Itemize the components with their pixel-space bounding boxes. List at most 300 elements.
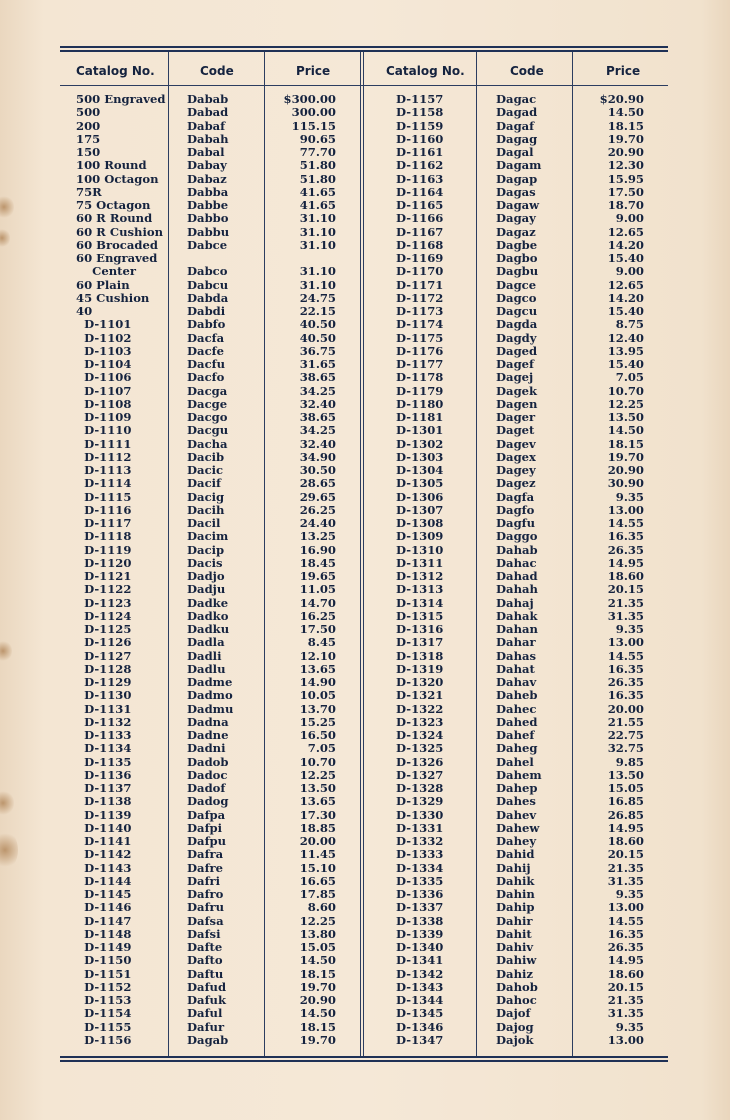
price-cell: 13.50: [607, 410, 644, 424]
catalog-number-cell: D-1342: [396, 966, 444, 981]
catalog-number-cell: 60 R Cushion: [76, 224, 164, 239]
code-cell: Dahiv: [496, 940, 534, 954]
price-cell: 14.90: [299, 675, 336, 689]
catalog-number-cell: D-1137: [76, 781, 132, 795]
catalog-number-cell: D-1309: [396, 529, 444, 544]
code-cell: Dagef: [496, 357, 535, 371]
price-cell: 13.00: [607, 1032, 644, 1047]
paper-stain: [0, 640, 12, 662]
catalog-number-cell: D-1333: [396, 847, 444, 862]
catalog-number-cell: 150: [76, 145, 101, 159]
header-catalog-no: Catalog No.: [76, 64, 155, 78]
catalog-number-cell: D-1108: [76, 396, 132, 411]
price-cell: 10.70: [299, 754, 336, 769]
code-cell: Dacic: [187, 463, 224, 477]
catalog-number-cell: D-1142: [76, 847, 132, 862]
code-cell: Dadmo: [187, 688, 233, 703]
code-cell: Dadlu: [187, 661, 226, 676]
code-cell: Dagfu: [496, 516, 536, 530]
price-cell: 34.25: [299, 383, 336, 398]
catalog-number-cell: D-1339: [396, 926, 444, 941]
price-cell: 12.25: [299, 767, 336, 782]
code-cell: Dafro: [187, 887, 224, 901]
catalog-number-cell: D-1312: [396, 569, 444, 583]
code-cell: Dagap: [496, 171, 538, 186]
left-price-column: [266, 93, 336, 1047]
catalog-number-cell: D-1344: [396, 993, 444, 1007]
catalog-number-cell: D-1178: [396, 370, 444, 385]
price-cell: 15.40: [607, 357, 644, 371]
catalog-number-cell: D-1107: [76, 383, 132, 398]
code-cell: Dadla: [187, 635, 225, 650]
price-cell: 20.15: [607, 847, 644, 862]
catalog-number-cell: D-1163: [396, 171, 444, 186]
catalog-number-cell: D-1112: [76, 449, 132, 464]
code-cell: Dafte: [187, 940, 223, 954]
catalog-number-cell: D-1313: [396, 582, 444, 597]
catalog-number-cell: D-1306: [396, 489, 444, 504]
catalog-number-cell: D-1131: [76, 701, 132, 716]
price-cell: 16.50: [299, 728, 336, 742]
catalog-number-cell: D-1180: [396, 396, 444, 411]
catalog-number-cell: D-1122: [76, 582, 132, 597]
catalog-number-cell: 60 Engraved: [76, 251, 158, 265]
price-cell: 18.85: [299, 820, 336, 835]
catalog-number-cell: D-1315: [396, 608, 444, 623]
catalog-number-cell: D-1161: [396, 145, 444, 159]
catalog-number-cell: D-1117: [76, 516, 132, 530]
catalog-number-cell: D-1159: [396, 118, 444, 133]
catalog-number-cell: D-1325: [396, 741, 444, 756]
price-cell: 16.35: [607, 688, 644, 703]
code-cell: Dagaz: [496, 224, 536, 239]
catalog-number-cell: 500 Engraved: [76, 92, 166, 106]
code-cell: Dahad: [496, 569, 538, 583]
code-cell: Dabad: [187, 105, 229, 120]
code-cell: Dahir: [496, 913, 533, 928]
code-cell: Dabaf: [187, 118, 226, 133]
top-double-rule: [60, 46, 668, 52]
price-cell: 18.60: [607, 569, 644, 583]
catalog-number-cell: D-1126: [76, 635, 132, 650]
price-cell: 12.40: [607, 330, 644, 345]
catalog-number-cell: Center: [76, 264, 137, 279]
catalog-number-cell: D-1134: [76, 741, 132, 756]
catalog-number-cell: 40: [76, 304, 93, 318]
code-cell: Dajok: [496, 1032, 534, 1047]
price-cell: 24.40: [299, 516, 336, 530]
price-cell: 77.70: [299, 145, 336, 159]
catalog-number-cell: D-1170: [396, 264, 444, 279]
price-cell: 13.00: [607, 900, 644, 915]
code-cell: Daged: [496, 343, 538, 358]
code-cell: Dacga: [187, 383, 228, 398]
price-cell: 15.05: [607, 781, 644, 795]
catalog-number-cell: D-1155: [76, 1019, 132, 1034]
code-cell: Daheg: [496, 741, 538, 756]
price-cell: 26.35: [607, 542, 644, 557]
catalog-number-cell: D-1166: [396, 211, 444, 226]
code-cell: Dabaz: [187, 171, 227, 186]
price-cell: 12.30: [607, 158, 644, 173]
code-cell: Dahel: [496, 754, 534, 769]
code-cell: Dadko: [187, 608, 229, 623]
catalog-number-cell: D-1327: [396, 767, 444, 782]
price-cell: 14.95: [607, 953, 644, 968]
price-cell: 9.35: [615, 489, 644, 504]
catalog-number-cell: D-1121: [76, 569, 132, 583]
code-cell: Dagen: [496, 396, 538, 411]
price-cell: 19.70: [299, 1032, 336, 1047]
catalog-number-cell: D-1129: [76, 675, 132, 689]
code-cell: Dagag: [496, 131, 538, 146]
catalog-number-cell: 100 Octagon: [76, 171, 159, 186]
price-cell: 300.00: [291, 105, 336, 120]
code-cell: Dagek: [496, 383, 538, 398]
price-cell: 13.50: [299, 781, 336, 795]
code-cell: Dagfa: [496, 489, 535, 504]
catalog-number-cell: D-1173: [396, 304, 444, 318]
catalog-number-cell: D-1330: [396, 807, 444, 822]
code-cell: Dahav: [496, 675, 537, 689]
code-cell: Daful: [187, 1006, 223, 1021]
price-cell: 8.75: [615, 317, 644, 332]
catalog-number-cell: D-1141: [76, 834, 132, 848]
code-cell: Dagam: [496, 158, 542, 173]
catalog-number-cell: D-1118: [76, 529, 132, 544]
price-cell: 32.40: [299, 436, 336, 451]
price-cell: 41.65: [299, 184, 336, 199]
price-cell: 7.05: [307, 741, 336, 756]
code-cell: Dafru: [187, 900, 225, 915]
header-catalog-no: Catalog No.: [386, 64, 465, 78]
code-cell: Dahas: [496, 648, 537, 663]
code-cell: Dagay: [496, 211, 536, 226]
catalog-number-cell: D-1120: [76, 555, 132, 570]
catalog-number-cell: D-1307: [396, 502, 444, 517]
catalog-number-cell: D-1132: [76, 714, 132, 729]
catalog-number-cell: D-1321: [396, 688, 444, 703]
catalog-number-cell: D-1111: [76, 436, 132, 451]
header-code: Code: [200, 64, 234, 78]
price-cell: 19.70: [299, 979, 336, 994]
price-cell: 9.85: [615, 754, 644, 769]
price-cell: 18.70: [607, 198, 644, 212]
price-cell: 9.35: [615, 1019, 644, 1034]
catalog-number-cell: D-1157: [396, 92, 444, 106]
code-cell: Dagez: [496, 476, 536, 491]
price-cell: 12.25: [607, 396, 644, 411]
price-cell: 20.15: [607, 582, 644, 597]
price-cell: 13.50: [607, 767, 644, 782]
catalog-number-cell: D-1152: [76, 979, 132, 994]
catalog-number-cell: D-1165: [396, 198, 444, 212]
price-cell: 15.40: [607, 304, 644, 318]
code-cell: Dabbe: [187, 198, 229, 212]
code-cell: Dabfo: [187, 317, 226, 332]
price-cell: 12.65: [607, 277, 644, 292]
catalog-number-cell: D-1318: [396, 648, 444, 663]
catalog-number-cell: D-1314: [396, 595, 444, 610]
price-cell: 13.70: [299, 701, 336, 716]
catalog-number-cell: 60 Brocaded: [76, 237, 158, 252]
paper-stain: [0, 790, 14, 816]
catalog-number-cell: D-1308: [396, 516, 444, 530]
code-cell: Dagey: [496, 463, 536, 477]
code-cell: Dahef: [496, 728, 535, 742]
price-cell: 14.50: [299, 953, 336, 968]
code-cell: Dagco: [496, 290, 537, 305]
code-cell: Dadme: [187, 675, 233, 689]
price-cell: 31.10: [299, 237, 336, 252]
catalog-number-cell: D-1130: [76, 688, 132, 703]
price-cell: 11.05: [299, 582, 336, 597]
catalog-number-cell: D-1305: [396, 476, 444, 491]
catalog-number-cell: D-1151: [76, 966, 132, 981]
code-cell: Dajog: [496, 1019, 534, 1034]
catalog-number-cell: D-1139: [76, 807, 132, 822]
code-cell: Dadju: [187, 582, 226, 597]
price-cell: 30.90: [607, 476, 644, 491]
price-cell: 18.15: [299, 1019, 336, 1034]
price-cell: 28.65: [299, 476, 336, 491]
code-cell: Dagcu: [496, 304, 538, 318]
catalog-number-cell: D-1337: [396, 900, 444, 915]
price-cell: 13.00: [607, 502, 644, 517]
catalog-number-cell: D-1136: [76, 767, 132, 782]
price-cell: 22.15: [299, 304, 336, 318]
catalog-number-cell: D-1104: [76, 357, 132, 371]
code-cell: Dabba: [187, 184, 229, 199]
code-cell: Dabda: [187, 290, 229, 305]
price-cell: 51.80: [299, 158, 336, 173]
code-cell: Dacim: [187, 529, 229, 544]
catalog-number-cell: D-1106: [76, 370, 132, 385]
catalog-number-cell: D-1304: [396, 463, 444, 477]
price-cell: 26.85: [607, 807, 644, 822]
code-cell: Dagfo: [496, 502, 535, 517]
code-cell: Dagdy: [496, 330, 537, 345]
code-cell: Dadna: [187, 714, 229, 729]
price-cell: 19.65: [299, 569, 336, 583]
code-cell: Dagac: [496, 92, 537, 106]
code-cell: Dahah: [496, 582, 538, 597]
price-cell: 15.40: [607, 251, 644, 265]
code-cell: Dadli: [187, 648, 222, 663]
price-cell: 18.15: [299, 966, 336, 981]
price-cell: 90.65: [299, 131, 336, 146]
price-cell: 26.25: [299, 502, 336, 517]
catalog-number-cell: D-1115: [76, 489, 132, 504]
catalog-number-cell: D-1123: [76, 595, 132, 610]
code-cell: Dahiz: [496, 966, 533, 981]
price-cell: 13.65: [299, 661, 336, 676]
code-cell: Dafuk: [187, 993, 227, 1007]
code-cell: Dabbo: [187, 211, 229, 226]
price-cell: 22.75: [607, 728, 644, 742]
code-cell: Dafpa: [187, 807, 226, 822]
catalog-number-cell: D-1317: [396, 635, 444, 650]
code-cell: Dahec: [496, 701, 537, 716]
code-cell: Dacih: [187, 502, 225, 517]
code-cell: Dafpi: [187, 820, 223, 835]
price-cell: 19.70: [607, 449, 644, 464]
catalog-number-cell: D-1169: [396, 251, 444, 265]
price-cell: 17.50: [299, 622, 336, 636]
price-cell: 16.25: [299, 608, 336, 623]
catalog-number-cell: D-1164: [396, 184, 444, 199]
code-cell: Daggo: [496, 529, 538, 544]
code-cell: Dabbu: [187, 224, 230, 239]
price-cell: 10.05: [299, 688, 336, 703]
price-cell: 40.50: [299, 330, 336, 345]
code-cell: Dager: [496, 410, 536, 424]
price-cell: 14.55: [607, 648, 644, 663]
catalog-number-cell: D-1144: [76, 873, 132, 888]
paper-stain: [0, 830, 18, 870]
price-cell: 16.35: [607, 529, 644, 544]
catalog-number-cell: D-1140: [76, 820, 132, 835]
code-cell: Dacfe: [187, 343, 224, 358]
bottom-double-rule: [60, 1056, 668, 1062]
catalog-number-cell: D-1167: [396, 224, 444, 239]
code-cell: Dacgu: [187, 423, 229, 438]
catalog-number-cell: D-1340: [396, 940, 444, 954]
price-cell: 13.80: [299, 926, 336, 941]
code-cell: Dabce: [187, 237, 228, 252]
code-cell: Dacib: [187, 449, 225, 464]
code-cell: Dabal: [187, 145, 225, 159]
catalog-number-cell: D-1334: [396, 860, 444, 875]
price-cell: 9.00: [615, 264, 644, 279]
code-cell: Dafre: [187, 860, 224, 875]
price-cell: 18.60: [607, 966, 644, 981]
catalog-number-cell: D-1171: [396, 277, 444, 292]
catalog-number-cell: D-1343: [396, 979, 444, 994]
code-cell: Dagda: [496, 317, 538, 332]
price-cell: 21.35: [607, 993, 644, 1007]
right-price-column: [572, 93, 644, 1047]
catalog-number-cell: D-1168: [396, 237, 444, 252]
code-cell: Dagev: [496, 436, 536, 451]
catalog-number-cell: D-1146: [76, 900, 132, 915]
code-cell: Dahid: [496, 847, 535, 862]
catalog-number-cell: D-1322: [396, 701, 444, 716]
code-cell: Daheb: [496, 688, 538, 703]
catalog-number-cell: D-1175: [396, 330, 444, 345]
price-cell: 13.95: [607, 343, 644, 358]
code-cell: Dahip: [496, 900, 535, 915]
code-cell: Dafsi: [187, 926, 221, 941]
catalog-number-cell: D-1135: [76, 754, 132, 769]
price-cell: 31.10: [299, 224, 336, 239]
paper-stain: [0, 195, 14, 219]
column-divider: [264, 52, 265, 1056]
price-cell: 31.10: [299, 211, 336, 226]
catalog-number-cell: D-1319: [396, 661, 444, 676]
price-cell: 38.65: [299, 370, 336, 385]
price-cell: 30.50: [299, 463, 336, 477]
price-cell: $300.00: [283, 92, 336, 106]
code-cell: Dagaw: [496, 198, 540, 212]
price-cell: 9.35: [615, 887, 644, 901]
catalog-number-cell: D-1147: [76, 913, 132, 928]
price-cell: 31.35: [607, 608, 644, 623]
price-cell: 20.00: [607, 701, 644, 716]
catalog-number-cell: D-1156: [76, 1032, 132, 1047]
catalog-number-cell: D-1127: [76, 648, 132, 663]
code-cell: Dagad: [496, 105, 538, 120]
code-cell: Dacil: [187, 516, 221, 530]
code-cell: Dagas: [496, 184, 536, 199]
catalog-number-cell: D-1109: [76, 410, 132, 424]
catalog-number-cell: D-1326: [396, 754, 444, 769]
code-cell: Dafto: [187, 953, 223, 968]
column-divider: [476, 52, 477, 1056]
code-cell: Dadof: [187, 781, 226, 795]
price-cell: 20.15: [607, 979, 644, 994]
code-cell: Dadmu: [187, 701, 234, 716]
price-cell: 12.65: [607, 224, 644, 239]
price-cell: 18.60: [607, 834, 644, 848]
price-cell: 21.35: [607, 860, 644, 875]
price-cell: 14.55: [607, 913, 644, 928]
price-cell: 20.90: [607, 145, 644, 159]
price-cell: 24.75: [299, 290, 336, 305]
left-catalog-column: [76, 93, 168, 1047]
code-cell: Dahac: [496, 555, 537, 570]
code-cell: Dahin: [496, 887, 535, 901]
catalog-number-cell: D-1119: [76, 542, 132, 557]
code-cell: Dadku: [187, 622, 230, 636]
price-cell: 20.00: [299, 834, 336, 848]
code-cell: Daftu: [187, 966, 224, 981]
code-cell: Dacgo: [187, 410, 228, 424]
catalog-number-cell: D-1302: [396, 436, 444, 451]
price-cell: 18.15: [607, 436, 644, 451]
price-cell: 32.75: [607, 741, 644, 756]
code-cell: Dafsa: [187, 913, 224, 928]
catalog-number-cell: D-1341: [396, 953, 444, 968]
code-cell: Dahaj: [496, 595, 534, 610]
code-cell: Dacha: [187, 436, 228, 451]
price-cell: 16.35: [607, 926, 644, 941]
catalog-number-cell: 75 Octagon: [76, 198, 151, 212]
code-cell: Dahev: [496, 807, 537, 822]
code-cell: Dahep: [496, 781, 538, 795]
price-cell: 36.75: [299, 343, 336, 358]
catalog-number-cell: 60 R Round: [76, 211, 153, 226]
code-cell: Dacip: [187, 542, 225, 557]
price-cell: 31.35: [607, 1006, 644, 1021]
price-cell: 34.25: [299, 423, 336, 438]
price-table: [60, 46, 668, 1062]
center-double-divider: [360, 52, 364, 1056]
price-cell: 26.35: [607, 940, 644, 954]
code-cell: Dahab: [496, 542, 538, 557]
header-price: Price: [606, 64, 641, 78]
code-cell: Dacfu: [187, 357, 226, 371]
catalog-number-cell: D-1320: [396, 675, 444, 689]
catalog-number-cell: D-1345: [396, 1006, 444, 1021]
code-cell: Dahew: [496, 820, 540, 835]
price-cell: 13.00: [607, 635, 644, 650]
code-cell: Dagce: [496, 277, 537, 292]
catalog-number-cell: D-1110: [76, 423, 132, 438]
catalog-number-cell: D-1125: [76, 622, 132, 636]
price-cell: 8.45: [307, 635, 336, 650]
catalog-number-cell: D-1310: [396, 542, 444, 557]
